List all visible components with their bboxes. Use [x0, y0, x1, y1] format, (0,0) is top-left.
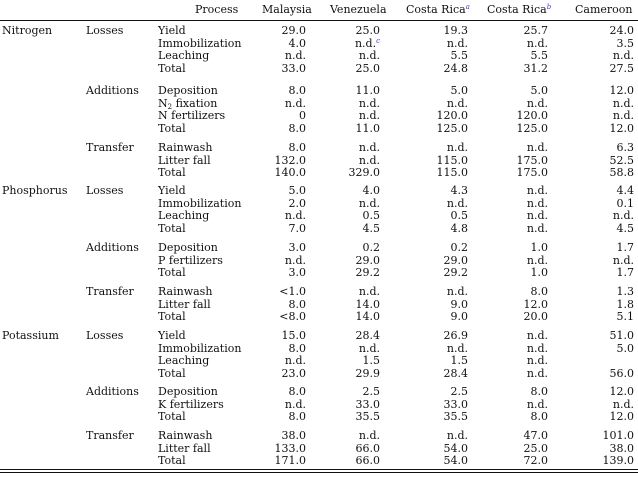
value-cell-cameroon: 1.7	[616, 266, 634, 280]
footnote-marker-b: b	[546, 3, 552, 11]
value-cell-costa-rica-b: n.d.	[526, 397, 548, 411]
value-cell-costa-rica-b: 72.0	[523, 454, 548, 468]
bottom-rule-1	[0, 469, 638, 470]
process-label: Total	[158, 61, 186, 75]
value-cell-costa-rica-a: 4.8	[450, 221, 468, 235]
value-cell-venezuela: 4.5	[362, 221, 380, 235]
process-label: Litter fall	[158, 153, 211, 167]
process-label: Deposition	[158, 241, 218, 254]
value-cell-costa-rica-b: 175.0	[516, 166, 548, 180]
category-label: Transfer	[86, 285, 134, 298]
value-cell-venezuela: n.d.$^c$	[354, 36, 380, 50]
value-cell-venezuela: 29.9	[355, 366, 380, 380]
value-cell-costa-rica-a: 24.8	[443, 61, 468, 75]
process-label: Deposition	[158, 385, 218, 398]
value-cell-costa-rica-a: 9.0	[450, 310, 468, 324]
value-cell-malaysia: n.d.	[284, 209, 306, 223]
process-label: Litter fall	[158, 297, 211, 311]
value-cell-malaysia: 3.0	[288, 241, 306, 254]
value-cell-venezuela: 0.2	[362, 241, 380, 254]
value-cell-malaysia: n.d.	[284, 397, 306, 411]
value-cell-malaysia: 171.0	[274, 454, 306, 468]
value-cell-costa-rica-b: 125.0	[516, 121, 548, 135]
value-cell-malaysia: 8.0	[288, 141, 306, 154]
value-cell-cameroon: 56.0	[609, 366, 634, 380]
value-cell-costa-rica-b: 25.0	[523, 441, 548, 455]
value-cell-cameroon: 6.3	[616, 141, 634, 154]
value-cell-malaysia: n.d.	[284, 354, 306, 368]
value-cell-venezuela: 28.4	[355, 329, 380, 342]
value-cell-malaysia: <1.0	[279, 285, 306, 298]
value-cell-venezuela: n.d.	[358, 196, 380, 210]
process-label: Total	[158, 310, 186, 324]
value-cell-costa-rica-b: 20.0	[523, 310, 548, 324]
value-cell-venezuela: 11.0	[355, 84, 380, 97]
table-header	[0, 0, 638, 19]
value-cell-cameroon: 12.0	[609, 385, 634, 398]
value-cell-malaysia: n.d.	[284, 96, 306, 110]
category-label: Additions	[86, 84, 139, 97]
value-cell-venezuela: 14.0	[355, 297, 380, 311]
header-rule	[0, 20, 638, 21]
value-cell-costa-rica-a: n.d.	[446, 429, 468, 442]
value-cell-venezuela: 14.0	[355, 310, 380, 324]
value-cell-venezuela: 33.0	[355, 397, 380, 411]
element-label: Phosphorus	[2, 184, 68, 197]
category-label: Losses	[86, 184, 124, 197]
value-cell-costa-rica-b: n.d.	[526, 141, 548, 154]
element-label: Potassium	[2, 329, 59, 342]
value-cell-malaysia: 5.0	[288, 184, 306, 197]
header-venezuela: Venezuela	[330, 3, 387, 16]
value-cell-costa-rica-a: n.d.	[446, 36, 468, 50]
value-cell-venezuela: n.d.	[358, 153, 380, 167]
process-label: Leaching	[158, 209, 210, 223]
value-cell-costa-rica-a: 0.5	[450, 209, 468, 223]
process-label: Total	[158, 221, 186, 235]
process-label: Deposition	[158, 84, 218, 97]
value-cell-malaysia: 7.0	[288, 221, 306, 235]
value-cell-costa-rica-a: 54.0	[443, 441, 468, 455]
process-label: Yield	[158, 329, 186, 342]
value-cell-malaysia: 133.0	[274, 441, 306, 455]
value-cell-costa-rica-b: 175.0	[516, 153, 548, 167]
value-cell-venezuela: n.d.	[358, 429, 380, 442]
process-label: $N_2$ fixation	[158, 96, 218, 111]
value-cell-costa-rica-b: n.d.	[526, 366, 548, 380]
header-malaysia: Malaysia	[262, 3, 312, 16]
value-cell-costa-rica-a: n.d.	[446, 96, 468, 110]
value-cell-cameroon: n.d.	[612, 109, 634, 123]
value-cell-venezuela: 25.0	[355, 24, 380, 37]
value-cell-costa-rica-b: n.d.	[526, 221, 548, 235]
value-cell-malaysia: 140.0	[274, 166, 306, 180]
value-cell-cameroon: 12.0	[609, 121, 634, 135]
value-cell-costa-rica-a: 28.4	[443, 366, 468, 380]
value-cell-cameroon: 12.0	[609, 84, 634, 97]
value-cell-costa-rica-a: n.d.	[446, 341, 468, 355]
value-cell-malaysia: n.d.	[284, 49, 306, 63]
value-cell-venezuela: n.d.	[358, 341, 380, 355]
process-label: P fertilizers	[158, 253, 223, 267]
value-cell-malaysia: 8.0	[288, 297, 306, 311]
value-cell-cameroon: n.d.	[612, 397, 634, 411]
value-cell-malaysia: 4.0	[288, 36, 306, 50]
process-label: Total	[158, 266, 186, 280]
value-cell-costa-rica-b: 5.0	[530, 84, 548, 97]
value-cell-venezuela: 29.2	[355, 266, 380, 280]
footnote-marker-c: c	[376, 36, 380, 45]
value-cell-costa-rica-b: 25.7	[523, 24, 548, 37]
value-cell-costa-rica-b: 1.0	[530, 266, 548, 280]
value-cell-cameroon: n.d.	[612, 209, 634, 223]
value-cell-venezuela: n.d.	[358, 96, 380, 110]
value-cell-cameroon: 0.1	[616, 196, 634, 210]
value-cell-malaysia: 33.0	[281, 61, 306, 75]
value-cell-cameroon: 24.0	[609, 24, 634, 37]
value-cell-malaysia: 8.0	[288, 121, 306, 135]
value-cell-costa-rica-b: 47.0	[523, 429, 548, 442]
value-cell-malaysia: 8.0	[288, 410, 306, 424]
value-cell-malaysia: 8.0	[288, 84, 306, 97]
value-cell-cameroon: 1.8	[616, 297, 634, 311]
value-cell-cameroon: 4.4	[616, 184, 634, 197]
value-cell-costa-rica-b: n.d.	[526, 96, 548, 110]
value-cell-cameroon: 51.0	[609, 329, 634, 342]
header-process: Process	[195, 3, 239, 16]
value-cell-venezuela: n.d.	[358, 141, 380, 154]
value-cell-cameroon: 38.0	[609, 441, 634, 455]
process-label: Total	[158, 410, 186, 424]
value-cell-malaysia: 29.0	[281, 24, 306, 37]
value-cell-venezuela: 35.5	[355, 410, 380, 424]
value-cell-malaysia: 8.0	[288, 385, 306, 398]
value-cell-venezuela: 66.0	[355, 454, 380, 468]
value-cell-costa-rica-a: 5.0	[450, 84, 468, 97]
value-cell-cameroon: n.d.	[612, 253, 634, 267]
value-cell-costa-rica-a: 1.5	[450, 354, 468, 368]
value-cell-venezuela: 29.0	[355, 253, 380, 267]
value-cell-malaysia: 0	[299, 109, 306, 123]
value-cell-costa-rica-b: 5.5	[530, 49, 548, 63]
process-label: Immobilization	[158, 341, 242, 355]
value-cell-cameroon: 12.0	[609, 410, 634, 424]
value-cell-malaysia: 8.0	[288, 341, 306, 355]
process-label: Total	[158, 166, 186, 180]
process-label: Immobilization	[158, 36, 242, 50]
value-cell-venezuela: 1.5	[362, 354, 380, 368]
value-cell-costa-rica-b: 31.2	[523, 61, 548, 75]
value-cell-costa-rica-a: 35.5	[443, 410, 468, 424]
value-cell-cameroon: n.d.	[612, 96, 634, 110]
value-cell-costa-rica-a: 125.0	[436, 121, 468, 135]
value-cell-venezuela: 11.0	[355, 121, 380, 135]
category-label: Additions	[86, 241, 139, 254]
value-cell-cameroon: 4.5	[616, 221, 634, 235]
category-label: Transfer	[86, 141, 134, 154]
value-cell-cameroon: 5.1	[616, 310, 634, 324]
value-cell-venezuela: 2.5	[362, 385, 380, 398]
value-cell-costa-rica-a: n.d.	[446, 141, 468, 154]
process-label: Yield	[158, 24, 186, 37]
value-cell-costa-rica-a: 19.3	[443, 24, 468, 37]
value-cell-venezuela: n.d.	[358, 109, 380, 123]
value-cell-cameroon: 5.0	[616, 341, 634, 355]
footnote-marker-a: a	[465, 3, 470, 11]
value-cell-cameroon: 27.5	[609, 61, 634, 75]
value-cell-cameroon: 139.0	[602, 454, 634, 468]
category-label: Losses	[86, 329, 124, 342]
value-cell-cameroon: 58.8	[609, 166, 634, 180]
value-cell-venezuela: 0.5	[362, 209, 380, 223]
value-cell-malaysia: 15.0	[281, 329, 306, 342]
value-cell-costa-rica-b: n.d.	[526, 209, 548, 223]
value-cell-malaysia: 3.0	[288, 266, 306, 280]
header-costa-rica-a: Costa Rica$^a$	[406, 3, 470, 16]
value-cell-venezuela: 329.0	[348, 166, 380, 180]
value-cell-costa-rica-a: 9.0	[450, 297, 468, 311]
value-cell-costa-rica-b: 1.0	[530, 241, 548, 254]
value-cell-costa-rica-a: n.d.	[446, 196, 468, 210]
category-label: Transfer	[86, 429, 134, 442]
value-cell-costa-rica-a: 2.5	[450, 385, 468, 398]
value-cell-venezuela: 25.0	[355, 61, 380, 75]
value-cell-malaysia: 38.0	[281, 429, 306, 442]
value-cell-malaysia: n.d.	[284, 253, 306, 267]
value-cell-costa-rica-b: 12.0	[523, 297, 548, 311]
value-cell-costa-rica-a: 5.5	[450, 49, 468, 63]
process-label: Rainwash	[158, 285, 213, 298]
value-cell-malaysia: 23.0	[281, 366, 306, 380]
value-cell-cameroon: 52.5	[609, 153, 634, 167]
value-cell-malaysia: 132.0	[274, 153, 306, 167]
value-cell-costa-rica-a: 0.2	[450, 241, 468, 254]
value-cell-costa-rica-a: 115.0	[436, 166, 468, 180]
process-label: Immobilization	[158, 196, 242, 210]
category-label: Additions	[86, 385, 139, 398]
value-cell-cameroon: 3.5	[616, 36, 634, 50]
process-label: Rainwash	[158, 429, 213, 442]
process-label: Yield	[158, 184, 186, 197]
value-cell-costa-rica-a: n.d.	[446, 285, 468, 298]
process-label: Total	[158, 121, 186, 135]
value-cell-costa-rica-b: n.d.	[526, 253, 548, 267]
value-cell-venezuela: n.d.	[358, 285, 380, 298]
value-cell-costa-rica-b: n.d.	[526, 341, 548, 355]
value-cell-costa-rica-b: 8.0	[530, 410, 548, 424]
bottom-rule-2	[0, 472, 638, 473]
value-cell-venezuela: n.d.	[358, 49, 380, 63]
process-label: Total	[158, 366, 186, 380]
value-cell-costa-rica-a: 54.0	[443, 454, 468, 468]
process-label: K fertilizers	[158, 397, 224, 411]
value-cell-costa-rica-a: 29.2	[443, 266, 468, 280]
value-cell-costa-rica-b: n.d.	[526, 354, 548, 368]
value-cell-malaysia: 2.0	[288, 196, 306, 210]
category-label: Losses	[86, 24, 124, 37]
value-cell-costa-rica-a: 26.9	[443, 329, 468, 342]
process-label: Leaching	[158, 354, 210, 368]
value-cell-venezuela: 4.0	[362, 184, 380, 197]
value-cell-costa-rica-b: n.d.	[526, 36, 548, 50]
value-cell-cameroon: n.d.	[612, 49, 634, 63]
process-label: Total	[158, 454, 186, 468]
value-cell-costa-rica-a: 29.0	[443, 253, 468, 267]
value-cell-costa-rica-b: 120.0	[516, 109, 548, 123]
process-label: N fertilizers	[158, 109, 226, 123]
process-label: Litter fall	[158, 441, 211, 455]
value-cell-costa-rica-b: n.d.	[526, 329, 548, 342]
process-label: Rainwash	[158, 141, 213, 154]
value-cell-cameroon: 1.7	[616, 241, 634, 254]
value-cell-costa-rica-a: 115.0	[436, 153, 468, 167]
header-costa-rica-b: Costa Rica$^b$	[487, 3, 552, 16]
element-label: Nitrogen	[2, 24, 53, 37]
value-cell-costa-rica-b: n.d.	[526, 196, 548, 210]
value-cell-costa-rica-b: 8.0	[530, 285, 548, 298]
process-label: Leaching	[158, 49, 210, 63]
header-cameroon: Cameroon	[575, 3, 633, 16]
value-cell-costa-rica-a: 120.0	[436, 109, 468, 123]
value-cell-costa-rica-a: 4.3	[450, 184, 468, 197]
value-cell-cameroon: 101.0	[602, 429, 634, 442]
value-cell-venezuela: 66.0	[355, 441, 380, 455]
value-cell-costa-rica-b: n.d.	[526, 184, 548, 197]
value-cell-cameroon: 1.3	[616, 285, 634, 298]
value-cell-costa-rica-a: 33.0	[443, 397, 468, 411]
value-cell-malaysia: <8.0	[279, 310, 306, 324]
value-cell-costa-rica-b: 8.0	[530, 385, 548, 398]
